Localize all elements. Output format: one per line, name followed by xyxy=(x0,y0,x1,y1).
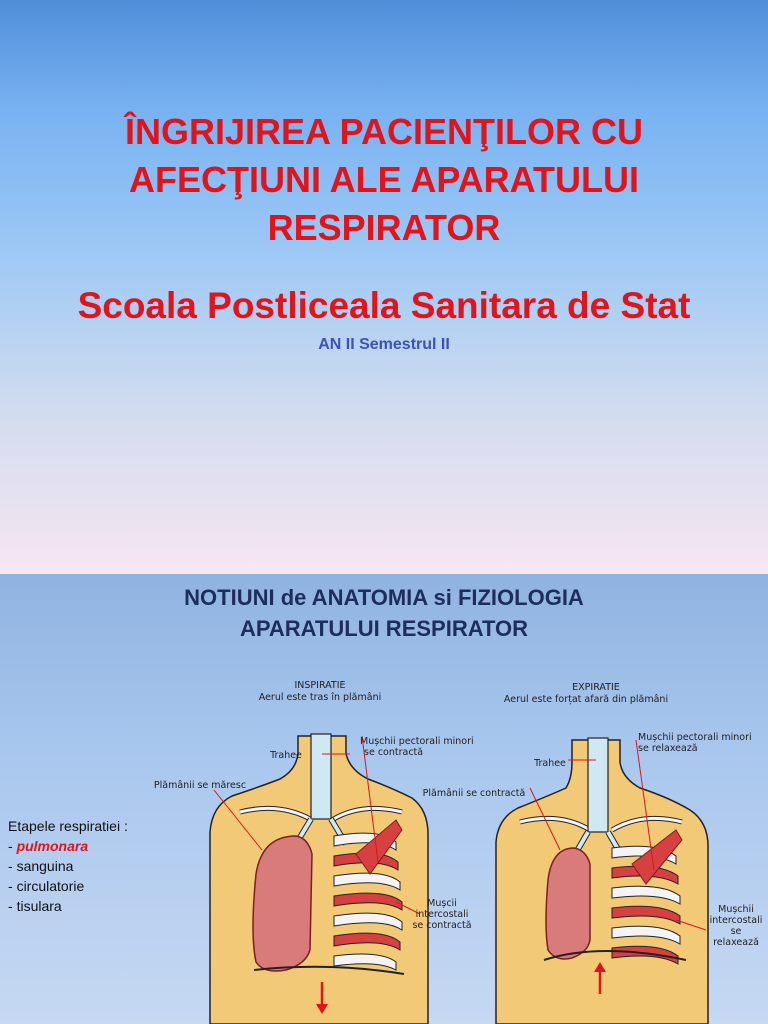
stages-heading: Etapele respiratiei : xyxy=(8,818,128,834)
school-name: Scoala Postliceala Sanitara de Stat xyxy=(77,285,691,326)
inspiration-trachea-label: Trahee xyxy=(270,750,302,761)
expiration-intercostal-label-1: Mușchii xyxy=(718,904,754,915)
inspiration-heading: INSPIRATIE xyxy=(294,680,346,691)
inspiration-lungs-label: Plămânii se măresc xyxy=(153,780,247,791)
respiration-stages xyxy=(8,816,128,916)
presentation-title xyxy=(0,108,768,252)
inspiration-intercostal-label-3: se contractă xyxy=(412,920,472,931)
inspiration-intercostal-label-1: Mușcii xyxy=(427,898,457,909)
stage-item: - sanguina xyxy=(8,858,74,874)
inspiration-pectoral-label-2: se contractă xyxy=(364,747,424,758)
respiration-diagram xyxy=(0,574,768,1024)
inspiration-pectoral-label-1: Mușchii pectorali minori xyxy=(360,736,474,747)
year-semester: AN II Semestrul II xyxy=(318,336,450,353)
stage-item: - tisulara xyxy=(8,898,62,914)
slide-title-line-1: NOTIUNI de ANATOMIA si FIZIOLOGIA xyxy=(184,585,584,610)
anatomy-slide xyxy=(0,574,768,1024)
title-line-2: AFECŢIUNI ALE APARATULUI xyxy=(129,159,639,200)
expiration-intercostal-label-4: relaxează xyxy=(713,937,759,948)
title-line-3: RESPIRATOR xyxy=(267,207,501,248)
inspiration-intercostal-label-2: intercostali xyxy=(415,909,469,920)
expiration-caption: Aerul este forțat afară din plămâni xyxy=(503,694,669,705)
expiration-heading: EXPIRATIE xyxy=(572,682,620,693)
expiration-lungs-label: Plămânii se contractă xyxy=(422,788,526,799)
expiration-lung xyxy=(546,848,590,959)
expiration-pectoral-label-1: Mușchii pectorali minori xyxy=(638,732,752,743)
expiration-intercostal-label-2: intercostali xyxy=(709,915,763,926)
inspiration-lung xyxy=(253,836,312,971)
expiration-figure xyxy=(496,738,708,1024)
expiration-pectoral-label-2: se relaxează xyxy=(638,743,698,754)
stage-item: - pulmonara xyxy=(8,838,89,854)
inspiration-figure xyxy=(210,734,428,1024)
inspiration-caption: Aerul este tras în plămâni xyxy=(258,692,382,703)
stage-item: - circulatorie xyxy=(8,878,85,894)
expiration-trachea-label: Trahee xyxy=(534,758,566,769)
title-line-1: ÎNGRIJIREA PACIENŢILOR CU xyxy=(124,111,644,152)
expiration-intercostal-label-3: se xyxy=(730,926,742,937)
slide-title-line-2: APARATULUI RESPIRATOR xyxy=(239,616,529,641)
